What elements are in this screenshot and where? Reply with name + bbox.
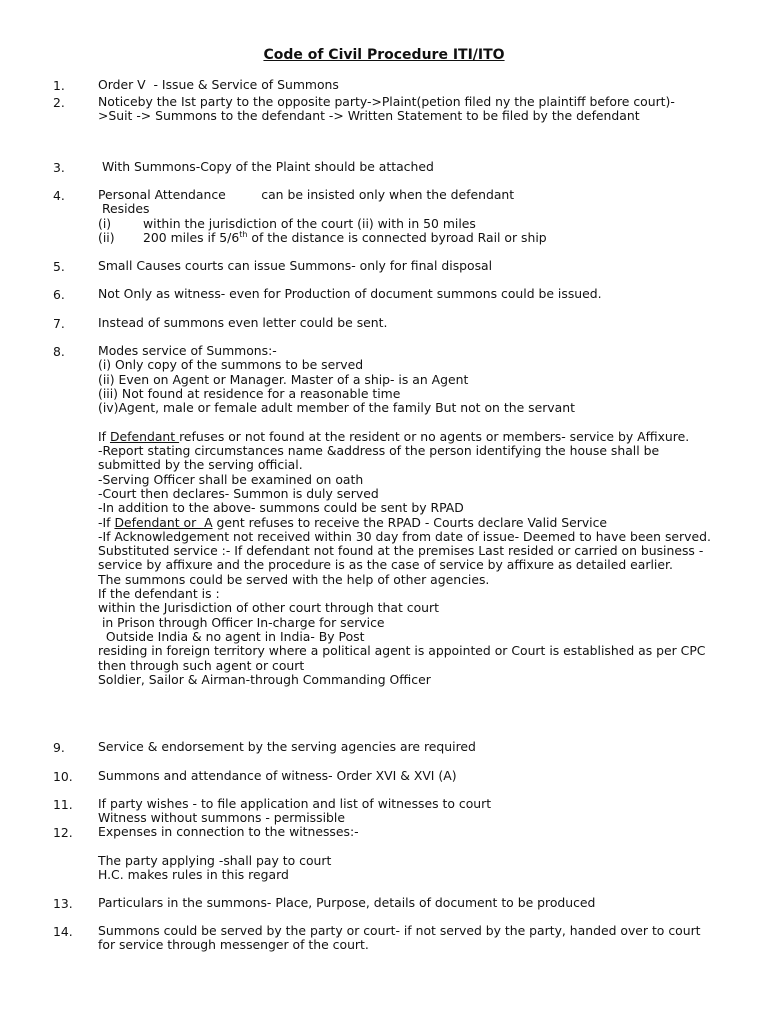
sub-label: (ii) xyxy=(98,229,115,245)
paragraph: Soldier, Sailor & Airman-through Commanding Officer xyxy=(98,671,431,687)
item-number: 3. xyxy=(53,160,65,175)
item-number: 9. xyxy=(53,740,65,755)
mode-item: (i) Only copy of the summons to be served xyxy=(98,357,364,373)
item-text: Expenses in connection to the witnesses:- xyxy=(98,824,359,839)
superscript: th xyxy=(239,229,248,239)
underlined-text: Defendant or A xyxy=(114,514,213,530)
sub-item xyxy=(98,217,718,231)
mode-item: (ii) Even on Agent or Manager. Master of a ship- is an Agent xyxy=(98,371,469,387)
item-text: Noticeby the Ist party to the opposite party->Plaint(petion filed ny the plaintiff before court)- >Suit -> Summons to the defendant -> Written Statement to be filed by the defendant xyxy=(98,94,675,124)
item-text: Summons and attendance of witness- Order XVI & XVI (A) xyxy=(98,768,457,783)
text-span: If xyxy=(98,428,110,444)
item-body xyxy=(98,825,718,882)
sub-text: of the distance is connected byroad Rail or ship xyxy=(247,229,547,245)
paragraph: -Report stating circumstances name &address of the person identifying the house shall be submitted by the serving official. xyxy=(98,443,660,473)
paragraph xyxy=(98,516,718,530)
sub-item xyxy=(98,231,718,245)
item-text: Instead of summons even letter could be sent. xyxy=(98,315,388,330)
item-number: 5. xyxy=(53,259,65,274)
item-text: Small Causes courts can issue Summons- only for final disposal xyxy=(98,258,493,273)
mode-item: (iii) Not found at residence for a reasonable time xyxy=(98,385,401,401)
paragraph: If the defendant is : xyxy=(98,586,220,602)
paragraph: -Serving Officer shall be examined on oath xyxy=(98,471,364,487)
sub-text: within the jurisdiction of the court (ii) with in 50 miles xyxy=(143,215,476,231)
text-span: gent refuses to receive the RPAD - Courts declare Valid Service xyxy=(212,514,608,530)
paragraph: The summons could be served with the help of other agencies. xyxy=(98,571,490,587)
item-text: If party wishes - to file application and list of witnesses to court xyxy=(98,796,492,811)
item-number: 12. xyxy=(53,825,73,840)
item-text: H.C. makes rules in this regard xyxy=(98,866,289,882)
item-text: Summons could be served by the party or court- if not served by the party, handed over to court for service through messenger of the court. xyxy=(98,923,701,953)
item-text: Resides xyxy=(98,201,150,217)
paragraph: in Prison through Officer In-charge for service xyxy=(98,614,385,630)
item-heading: Modes service of Summons:- xyxy=(98,343,277,358)
item-number: 2. xyxy=(53,95,65,110)
paragraph xyxy=(98,430,718,444)
item-text: Order V - Issue & Service of Summons xyxy=(98,77,339,92)
paragraph: Outside India & no agent in India- By Post xyxy=(98,628,365,644)
paragraph: -Court then declares- Summon is duly served xyxy=(98,485,379,501)
item-text: Particulars in the summons- Place, Purpose, details of document to be produced xyxy=(98,895,596,910)
paragraph: -If Acknowledgement not received within 30 day from date of issue- Deemed to have been served. xyxy=(98,528,711,544)
paragraph: residing in foreign territory where a political agent is appointed or Court is established as per CPC then through such agent or court xyxy=(98,643,706,673)
item-number: 4. xyxy=(53,188,65,203)
item-number: 11. xyxy=(53,797,73,812)
sub-text: 200 miles if 5/6 xyxy=(143,229,240,245)
item-text: Personal Attendance can be insisted only when the defendant xyxy=(98,187,515,202)
item-number: 13. xyxy=(53,896,73,911)
document-title: Code of Civil Procedure ITI/ITO xyxy=(263,47,505,63)
item-number: 8. xyxy=(53,344,65,359)
mode-item: (iv)Agent, male or female adult member of the family But not on the servant xyxy=(98,400,575,416)
item-number: 14. xyxy=(53,924,73,939)
item-body xyxy=(98,797,718,826)
text-span: -If xyxy=(98,514,115,530)
item-text: Not Only as witness- even for Production of document summons could be issued. xyxy=(98,286,602,301)
item-text: Witness without summons - permissible xyxy=(98,810,345,826)
item-text: With Summons-Copy of the Plaint should be attached xyxy=(98,159,434,174)
sub-label: (i) xyxy=(98,215,112,231)
underlined-text: Defendant xyxy=(109,428,180,444)
paragraph: Substituted service :- If defendant not found at the premises Last resided or carried on business - service by affixure and the procedure is as the case of service by affixure as detailed earlier. xyxy=(98,543,704,573)
item-number: 6. xyxy=(53,287,65,302)
item-number: 1. xyxy=(53,78,65,93)
item-number: 10. xyxy=(53,769,73,784)
item-body xyxy=(98,188,718,245)
item-text: The party applying -shall pay to court xyxy=(98,852,332,868)
item-body xyxy=(98,344,718,687)
paragraph: -In addition to the above- summons could be sent by RPAD xyxy=(98,500,464,516)
text-span: refuses or not found at the resident or no agents or members- service by Affixure. xyxy=(179,428,690,444)
item-number: 7. xyxy=(53,316,65,331)
paragraph: within the Jurisdiction of other court through that court xyxy=(98,600,439,616)
item-text: Service & endorsement by the serving agencies are required xyxy=(98,739,476,754)
